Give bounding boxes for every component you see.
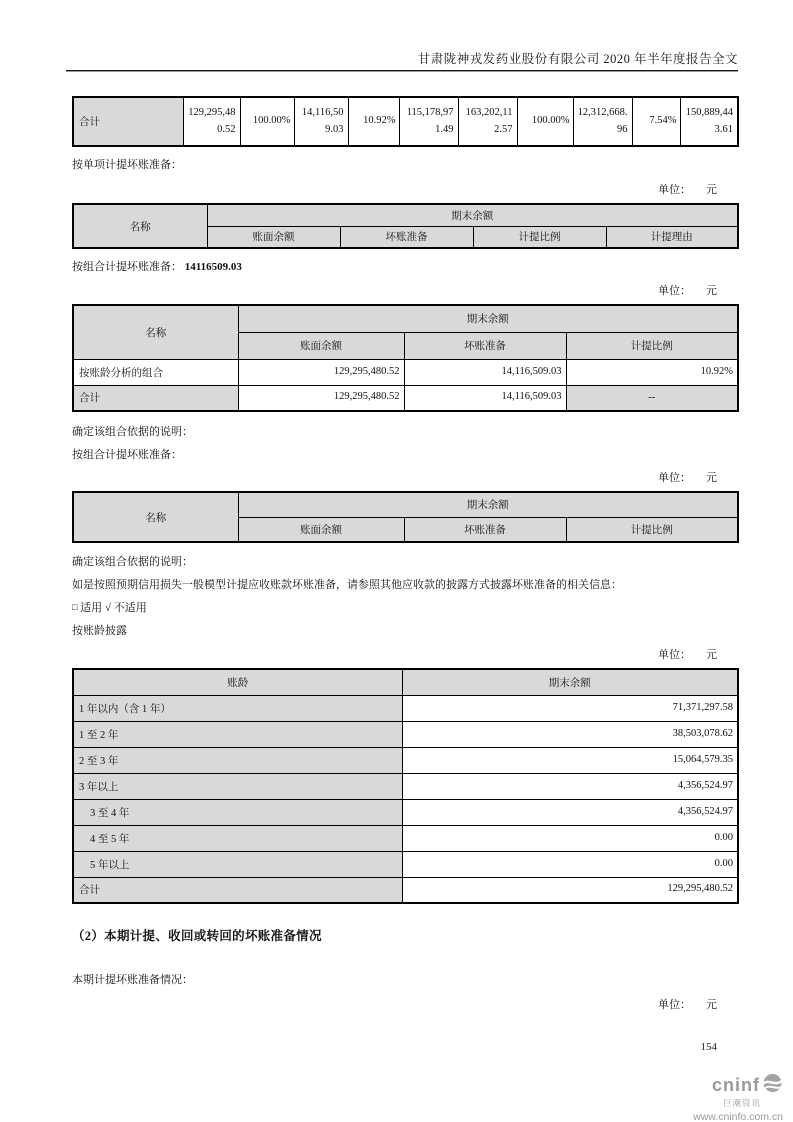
page-number: 154 (700, 1041, 717, 1053)
cninfo-chinese-name: 巨潮资讯 (722, 1098, 761, 1108)
col-header-ending-balance: 期末余额 (238, 305, 738, 332)
unit-label: 单位： (658, 472, 691, 484)
total-cell: 115,178,971.49 (399, 97, 458, 146)
table-header-row (73, 492, 738, 517)
cell-book-balance: 129,295,480.52 (238, 359, 404, 385)
by-group-provision-line (72, 260, 737, 275)
applicable-label: 适用 (80, 602, 103, 614)
aging-row-value: 0.00 (402, 825, 738, 851)
group-basis-note-2: 确定该组合依据的说明： (72, 556, 193, 568)
col-header-provision-ratio: 计提比例 (566, 332, 738, 359)
col-header-book-balance: 账面余额 (238, 517, 404, 542)
aging-row-value: 4,356,524.97 (402, 773, 738, 799)
unit-value: 元 (706, 472, 717, 484)
table-row (73, 773, 738, 799)
totals-continuation-table (72, 96, 739, 147)
aging-row-label: 1 年以内（含 1 年） (73, 695, 402, 721)
table-header-row (73, 305, 738, 332)
ecl-note: 如是按照预期信用损失一般模型计提应收账款坏账准备，请参照其他应收款的披露方式披露坏账准备的相关信息： (72, 579, 622, 591)
section2-heading: （2）本期计提、收回或转回的坏账准备情况 (72, 929, 322, 943)
unit-label: 单位： (658, 649, 691, 661)
by-group-provision-value: 14116509.03 (184, 261, 242, 273)
cninfo-url: www.cninfo.com.cn (693, 1110, 783, 1122)
col-header-bad-debt-provision: 坏账准备 (404, 332, 566, 359)
cell-provision-ratio: 10.92% (566, 359, 738, 385)
col-header-name: 名称 (73, 305, 238, 359)
aging-row-value: 4,356,524.97 (402, 799, 738, 825)
aging-row-label: 3 年以上 (73, 773, 402, 799)
table-row (73, 747, 738, 773)
total-cell: 10.92% (348, 97, 399, 146)
unit-value: 元 (706, 184, 717, 196)
aging-row-label: 2 至 3 年 (73, 747, 402, 773)
col-header-book-balance: 账面余额 (238, 332, 404, 359)
cell-provision-ratio: -- (566, 385, 738, 411)
unit-line (72, 284, 737, 299)
table-row (73, 799, 738, 825)
unit-label: 单位： (658, 184, 691, 196)
col-header-bad-debt-provision: 坏账准备 (404, 517, 566, 542)
not-applicable-label: 不适用 (113, 602, 147, 614)
total-cell: 7.54% (632, 97, 680, 146)
unit-label: 单位： (658, 999, 691, 1011)
col-header-name: 名称 (73, 204, 207, 248)
aging-disclosure-label: 按账龄披露 (72, 625, 127, 637)
table-row (73, 97, 738, 146)
col-header-aging: 账龄 (73, 669, 402, 695)
unit-label: 单位： (658, 285, 691, 297)
col-header-name: 名称 (73, 492, 238, 542)
aging-table (72, 668, 739, 904)
table-header-row (73, 204, 738, 226)
cell-bad-debt-provision: 14,116,509.03 (404, 385, 566, 411)
col-header-provision-ratio: 计提比例 (473, 226, 606, 248)
row-label-total: 合计 (73, 385, 238, 411)
current-provision-note: 本期计提坏账准备情况： (72, 974, 193, 986)
aging-row-value: 15,064,579.35 (402, 747, 738, 773)
table-row-total (73, 877, 738, 903)
aging-row-value: 38,503,078.62 (402, 721, 738, 747)
aging-row-label: 合计 (73, 877, 402, 903)
unit-value: 元 (706, 285, 717, 297)
unit-line (72, 998, 737, 1013)
cell-book-balance: 129,295,480.52 (238, 385, 404, 411)
total-row-label: 合计 (73, 97, 183, 146)
group-basis-note: 确定该组合依据的说明： (72, 426, 193, 438)
page-content (72, 96, 737, 1013)
col-header-provision-ratio: 计提比例 (566, 517, 738, 542)
checkmark-icon: √ (104, 602, 111, 614)
header-divider (66, 70, 738, 72)
cninfo-watermark (693, 1073, 783, 1122)
row-label-aging-group: 按账龄分析的组合 (73, 359, 238, 385)
total-cell: 150,889,443.61 (680, 97, 738, 146)
unit-line (72, 183, 737, 198)
total-cell: 163,202,112.57 (458, 97, 517, 146)
aging-row-label: 4 至 5 年 (73, 825, 402, 851)
unit-value: 元 (706, 999, 717, 1011)
col-header-book-balance: 账面余额 (207, 226, 340, 248)
by-item-provision-table (72, 203, 739, 249)
table-header-row (73, 669, 738, 695)
total-cell: 14,116,509.03 (294, 97, 348, 146)
unit-line (72, 471, 737, 486)
aging-row-label: 3 至 4 年 (73, 799, 402, 825)
cninfo-swirl-icon (762, 1073, 783, 1097)
table-row (73, 721, 738, 747)
by-group-provision-table-2 (72, 491, 739, 543)
total-cell: 100.00% (517, 97, 573, 146)
checkbox-unchecked-icon: □ (72, 602, 78, 612)
table-row (73, 851, 738, 877)
unit-value: 元 (706, 649, 717, 661)
col-header-bad-debt-provision: 坏账准备 (340, 226, 473, 248)
table-row-total (73, 385, 738, 411)
total-cell: 12,312,668.96 (573, 97, 632, 146)
total-cell: 129,295,480.52 (183, 97, 240, 146)
cninfo-brand-text: cninf (712, 1075, 760, 1095)
report-header-title: 甘肃陇神戎发药业股份有限公司 2020 年半年度报告全文 (417, 52, 738, 66)
total-cell: 100.00% (240, 97, 294, 146)
table-row (73, 695, 738, 721)
table-row (73, 359, 738, 385)
aging-row-value: 129,295,480.52 (402, 877, 738, 903)
unit-line (72, 648, 737, 663)
aging-row-value: 0.00 (402, 851, 738, 877)
cell-bad-debt-provision: 14,116,509.03 (404, 359, 566, 385)
col-header-ending-balance: 期末余额 (207, 204, 738, 226)
table-row (73, 825, 738, 851)
by-item-provision-label: 按单项计提坏账准备： (72, 159, 182, 171)
col-header-provision-reason: 计提理由 (606, 226, 738, 248)
aging-row-value: 71,371,297.58 (402, 695, 738, 721)
by-group-provision-table (72, 304, 739, 412)
cninfo-brand-row (712, 1073, 783, 1097)
by-group-provision-label-2: 按组合计提坏账准备： (72, 449, 182, 461)
aging-row-label: 5 年以上 (73, 851, 402, 877)
col-header-ending-balance: 期末余额 (402, 669, 738, 695)
by-group-provision-label: 按组合计提坏账准备： (72, 261, 182, 273)
aging-row-label: 1 至 2 年 (73, 721, 402, 747)
col-header-ending-balance: 期末余额 (238, 492, 738, 517)
applicable-line (72, 601, 737, 616)
